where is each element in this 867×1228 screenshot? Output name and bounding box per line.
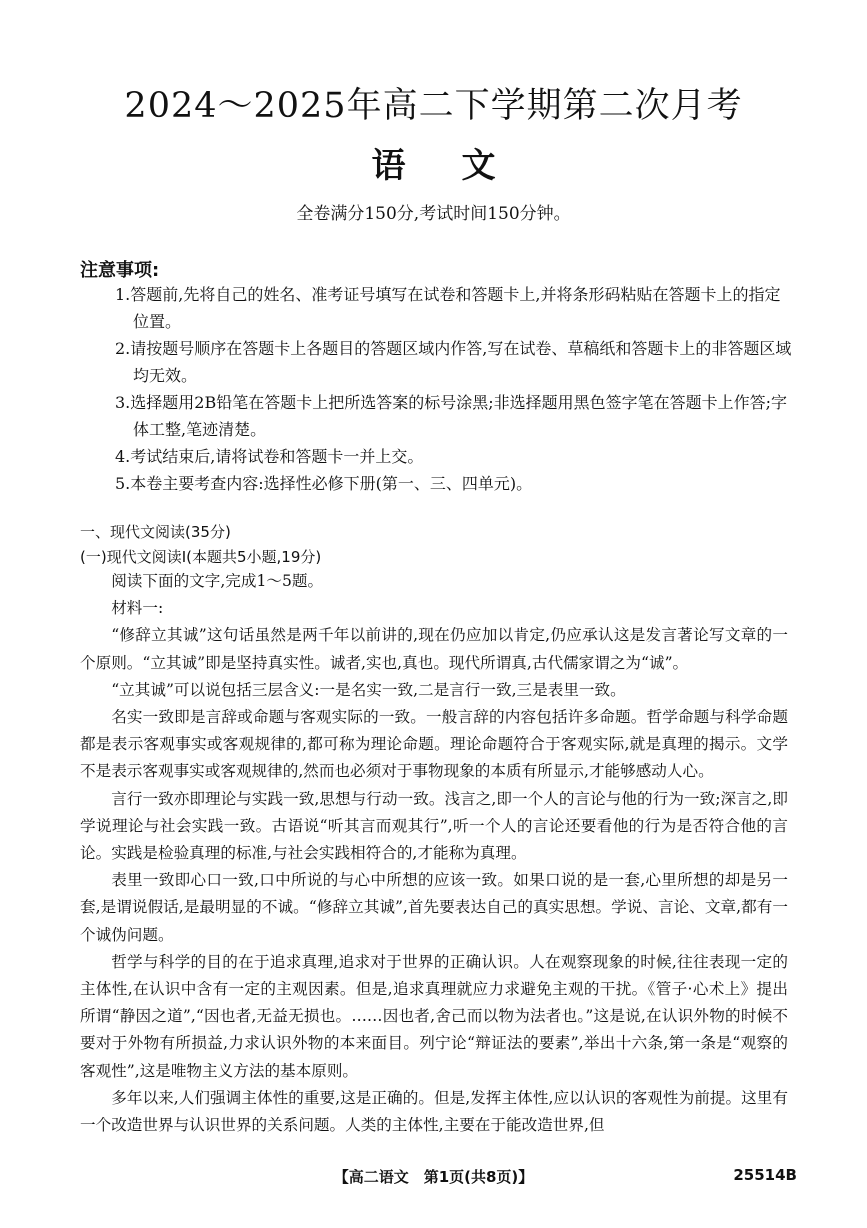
section-heading: 一、现代文阅读(35分) [80,523,231,541]
reading-passage [80,568,788,1139]
notice-item: 4.考试结束后,请将试卷和答题卡一并上交。 [115,447,424,466]
subject-title [0,138,867,187]
exam-meta: 全卷满分150分,考试时间150分钟。 [296,204,571,224]
notice-title: 注意事项: [80,260,160,281]
paper-code: 25514B [733,1166,797,1184]
passage-paragraph: 哲学与科学的目的在于追求真理,追求对于世界的正确认识。人在观察现象的时候,往往表现一定的主体性,在认识中含有一定的主观因素。但是,追求真理就应力求避免主观的干扰。《管子·心术上》提出所谓“静因之道”,“因也者,无益无损也。……因也者,舍己而以物为法者也。”这是说,在认识外物的时候不要对于外物有所损益,力求认识外物的本来面目。列宁论“辩证法的要素”,举出十六条,第一条是“观察的客观性”,这是唯物主义方法的基本原则。 [80,952,788,1080]
passage-paragraph: 名实一致即是言辞或命题与客观实际的一致。一般言辞的内容包括许多命题。哲学命题与科学命题都是表示客观事实或客观规律的,都可称为理论命题。理论命题符合于客观实际,就是真理的揭示。文学不是表示客观事实或客观规律的,然而也必须对于事物现象的本质有所显示,才能够感动人心。 [80,708,788,781]
passage-paragraph: 言行一致亦即理论与实践一致,思想与行动一致。浅言之,即一个人的言论与他的行为一致;深言之,即学说理论与社会实践一致。古语说“听其言而观其行”,听一个人的言论还要看他的行为是否符合他的言论。实践是检验真理的标准,与社会实践相符合的,才能称为真理。 [80,789,788,863]
subject-char: 文 [461,146,496,186]
notice-list [115,281,795,497]
subsection-heading: (一)现代文阅读Ⅰ(本题共5小题,19分) [80,548,322,566]
passage-paragraph: 表里一致即心口一致,口中所说的与心中所想的应该一致。如果口说的是一套,心里所想的却是另一套,是谓说假话,是最明显的不诚。“修辞立其诚”,首先要表达自己的真实思想。学说、言论、文章,都有一个诚伪问题。 [80,871,788,944]
material-label: 材料一: [111,599,164,618]
instruction: 阅读下面的文字,完成1～5题。 [111,572,324,590]
passage-paragraph: “修辞立其诚”这句话虽然是两千年以前讲的,现在仍应加以肯定,仍应承认这是发言著论写文章的一个原则。“立其诚”即是坚持真实性。诚者,实也,真也。现代所谓真,古代儒家谓之为“诚”。 [80,626,788,672]
passage-paragraph: 多年以来,人们强调主体性的重要,这是正确的。但是,发挥主体性,应以认识的客观性为前提。这里有一个改造世界与认识世界的关系问题。人类的主体性,主要在于能改造世界,但 [80,1088,788,1135]
passage-paragraph: “立其诚”可以说包括三层含义:一是名实一致,二是言行一致,三是表里一致。 [111,680,626,699]
exam-title: 2024～2025年高二下学期第二次月考 [124,86,743,126]
notice-item: 3.选择题用2B铅笔在答题卡上把所选答案的标号涂黑;非选择题用黑色签字笔在答题卡上作答;字体工整,笔迹清楚。 [115,393,787,439]
subject-char: 语 [371,146,406,186]
page-footer: 【高二语文 第1页(共8页)】 [333,1168,534,1186]
notice-item: 2.请按题号顺序在答题卡上各题目的答题区域内作答,写在试卷、草稿纸和答题卡上的非答题区域均无效。 [115,339,792,385]
notice-item: 5.本卷主要考查内容:选择性必修下册(第一、三、四单元)。 [115,474,533,493]
notice-item: 1.答题前,先将自己的姓名、准考证号填写在试卷和答题卡上,并将条形码粘贴在答题卡上的指定位置。 [115,285,781,331]
